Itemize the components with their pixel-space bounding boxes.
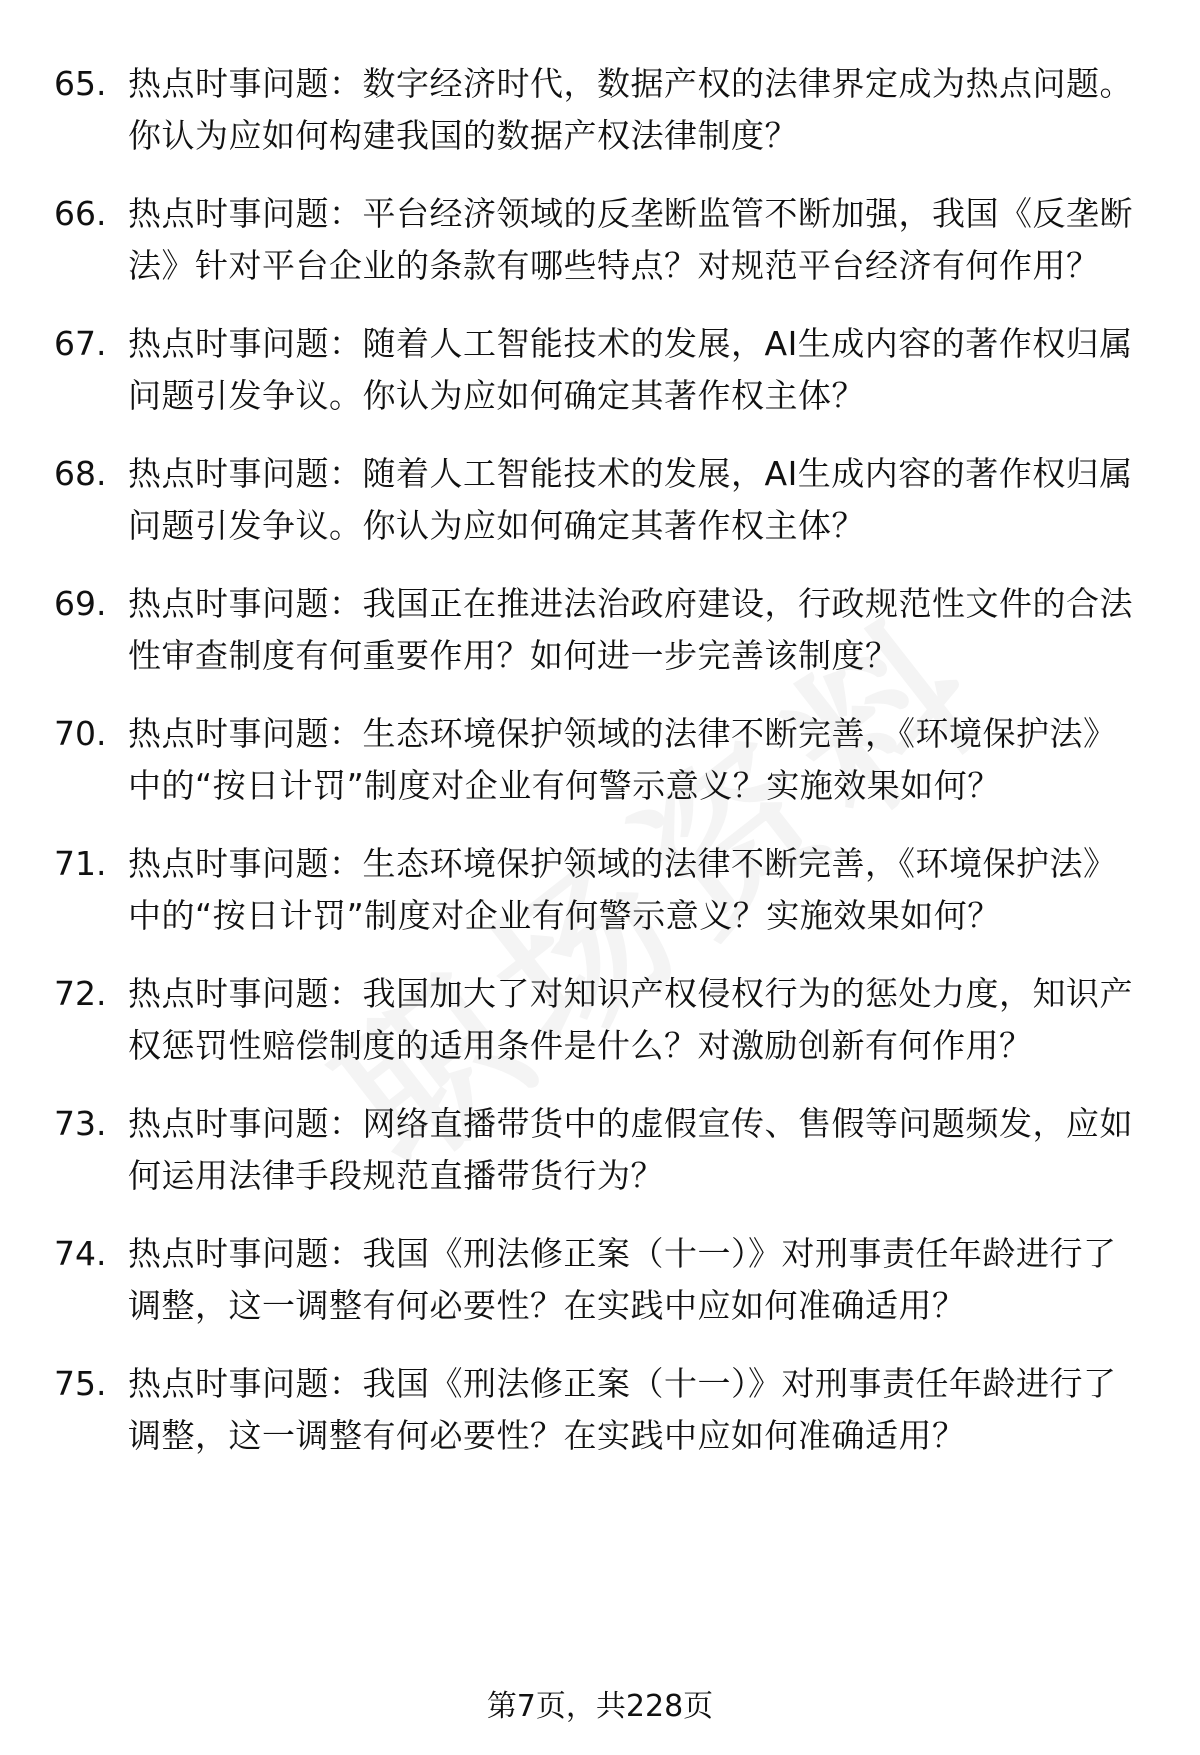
question-item (0, 318, 1200, 422)
question-number: 65. (54, 64, 107, 103)
question-text: 热点时事问题：我国《刑法修正案（十一）》对刑事责任年龄进行了调整，这一调整有何必要性？在实践中应如何准确适用？ (128, 1364, 1117, 1455)
question-item (0, 58, 1200, 162)
question-number: 68. (54, 454, 107, 493)
question-number: 72. (54, 974, 107, 1013)
question-item (0, 448, 1200, 552)
question-text: 热点时事问题：我国正在推进法治政府建设，行政规范性文件的合法性审查制度有何重要作用？如何进一步完善该制度？ (128, 584, 1133, 675)
question-text: 热点时事问题：生态环境保护领域的法律不断完善，《环境保护法》中的“按日计罚”制度对企业有何警示意义？实施效果如何？ (128, 714, 1117, 805)
question-item (0, 838, 1200, 942)
question-item (0, 1228, 1200, 1332)
question-number: 75. (54, 1364, 107, 1403)
question-number: 71. (54, 844, 107, 883)
question-text: 热点时事问题：网络直播带货中的虚假宣传、售假等问题频发，应如何运用法律手段规范直播带货行为？ (128, 1104, 1133, 1195)
question-number: 66. (54, 194, 107, 233)
question-number: 74. (54, 1234, 107, 1273)
question-item (0, 188, 1200, 292)
question-number: 73. (54, 1104, 107, 1143)
question-text: 热点时事问题：随着人工智能技术的发展，AI生成内容的著作权归属问题引发争议。你认为应如何确定其著作权主体？ (128, 324, 1133, 415)
question-text: 热点时事问题：生态环境保护领域的法律不断完善，《环境保护法》中的“按日计罚”制度对企业有何警示意义？实施效果如何？ (128, 844, 1117, 935)
question-text: 热点时事问题：我国加大了对知识产权侵权行为的惩处力度，知识产权惩罚性赔偿制度的适用条件是什么？对激励创新有何作用？ (128, 974, 1133, 1065)
question-text: 热点时事问题：平台经济领域的反垄断监管不断加强，我国《反垄断法》针对平台企业的条款有哪些特点？对规范平台经济有何作用？ (128, 194, 1133, 285)
question-item (0, 1098, 1200, 1202)
question-text: 热点时事问题：数字经济时代，数据产权的法律界定成为热点问题。你认为应如何构建我国的数据产权法律制度？ (128, 64, 1133, 155)
question-item (0, 708, 1200, 812)
question-number: 69. (54, 584, 107, 623)
page-number: 第7页，共228页 (486, 1689, 714, 1724)
question-number: 70. (54, 714, 107, 753)
question-item (0, 968, 1200, 1072)
question-number: 67. (54, 324, 107, 363)
question-item (0, 1358, 1200, 1462)
question-list (0, 58, 1200, 1488)
question-text: 热点时事问题：我国《刑法修正案（十一）》对刑事责任年龄进行了调整，这一调整有何必要性？在实践中应如何准确适用？ (128, 1234, 1117, 1325)
question-item (0, 578, 1200, 682)
question-text: 热点时事问题：随着人工智能技术的发展，AI生成内容的著作权归属问题引发争议。你认为应如何确定其著作权主体？ (128, 454, 1133, 545)
